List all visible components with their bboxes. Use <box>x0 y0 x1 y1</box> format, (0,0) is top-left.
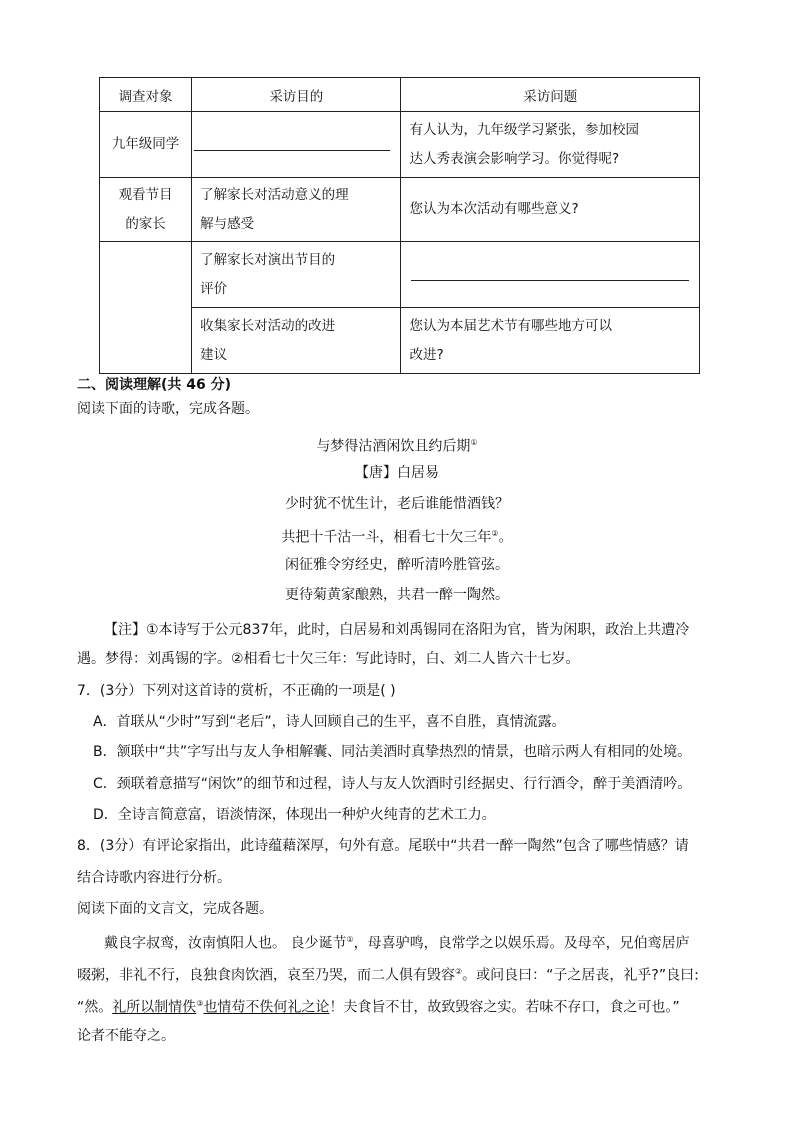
row2-question: 您认为本次活动有哪些意义? <box>401 178 700 242</box>
poem-author: 【唐】白居易 <box>355 465 439 481</box>
row4-question: 您认为本届艺术节有哪些地方可以 改进? <box>401 308 700 374</box>
header-purpose: 采访目的 <box>192 78 401 112</box>
q7-option-b: B．颔联中“共”字写出与友人争相解囊、同沽美酒时真挚热烈的情景，也暗示两人有相同的处境。 <box>93 744 692 760</box>
classical-line-1: 戴良字叔鸾，汝南慎阳人也。 良少诞节①，母喜驴鸣，良常学之以娱乐焉。及母卒，兄伯鸾居庐 <box>104 935 690 952</box>
table-header-row <box>100 78 700 112</box>
underlined-sentence: 礼所以制情佚 <box>112 999 197 1016</box>
note-line-2: 遇。梦得：刘禹锡的字。②相看七十欠三年：写此诗时，白、刘二人皆六十七岁。 <box>77 651 580 667</box>
row3-subject-empty <box>100 242 192 374</box>
row3-purpose: 了解家长对演出节目的 评价 <box>192 242 401 308</box>
classical-line-2: 啜粥，非礼不行，良独食肉饮酒，哀至乃哭，而二人俱有毁容②。或问良曰：“子之居丧，礼乎?”良曰: <box>77 967 699 984</box>
row4-purpose: 收集家长对活动的改进 建议 <box>192 308 401 374</box>
row1-question: 有人认为，九年级学习紧张，参加校园 达人秀表演会影响学习。你觉得呢? <box>401 112 700 178</box>
classical-line-3: “然。礼所以制情佚③也情苟不佚何礼之论！夫食旨不甘，故致毁容之实。若味不存口，食之可也。” <box>77 999 680 1016</box>
poem-title: 与梦得沽酒闲饮且约后期① <box>316 438 478 455</box>
q8-line-2: 结合诗歌内容进行分析。 <box>77 870 231 886</box>
q7-option-d: D．全诗言简意富，语淡情深，体现出一种炉火纯青的艺术工力。 <box>93 807 496 823</box>
poem-line-4: 更待菊黄家酿熟，共君一醉一陶然。 <box>285 587 509 603</box>
row1-subject: 九年级同学 <box>100 112 192 178</box>
classical-line-4: 论者不能夺之。 <box>77 1028 175 1044</box>
q7-option-a: A．首联从“少时”写到“老后”，诗人回顾自己的生平，喜不自胜，真情流露。 <box>93 714 566 730</box>
header-question: 采访问题 <box>401 78 700 112</box>
table-row <box>100 178 700 242</box>
note-line-1: 【注】①本诗写于公元837年，此时，白居易和刘禹锡同在洛阳为官，皆为闲职，政治上共遭冷 <box>104 622 690 638</box>
table-row <box>100 242 700 308</box>
poem-line-3: 闲征雅令穷经史，醉听清吟胜管弦。 <box>285 557 509 573</box>
section-title: 二、阅读理解(共 46 分) <box>77 377 232 393</box>
q7-option-c: C．颈联着意描写“闲饮”的细节和过程，诗人与友人饮酒时引经据史、行行酒令，醉于美酒清吟。 <box>93 776 692 792</box>
classical-intro: 阅读下面的文言文，完成各题。 <box>77 901 273 917</box>
poem-line-1: 少时犹不忧生计，老后谁能惜酒钱？ <box>285 496 509 512</box>
survey-table <box>99 77 700 374</box>
table-row <box>100 112 700 178</box>
row1-purpose-blank[interactable] <box>192 112 401 178</box>
q8-line-1: 8．(3分）有评论家指出，此诗蕴藉深厚，句外有意。尾联中“共君一醉一陶然”包含了哪些情感？请 <box>77 838 689 854</box>
poem-intro: 阅读下面的诗歌，完成各题。 <box>77 401 259 417</box>
row2-subject: 观看节目 的家长 <box>100 178 192 242</box>
row2-purpose: 了解家长对活动意义的理 解与感受 <box>192 178 401 242</box>
header-subject: 调查对象 <box>100 78 192 112</box>
underlined-sentence-cont: 也情苟不佚何礼之论 <box>203 999 330 1016</box>
poem-line-2: 共把十千沽一斗，相看七十欠三年②。 <box>281 529 513 546</box>
row3-question-blank[interactable] <box>401 242 700 308</box>
q7-stem: 7．(3分）下列对这首诗的赏析，不正确的一项是( ) <box>77 683 396 699</box>
